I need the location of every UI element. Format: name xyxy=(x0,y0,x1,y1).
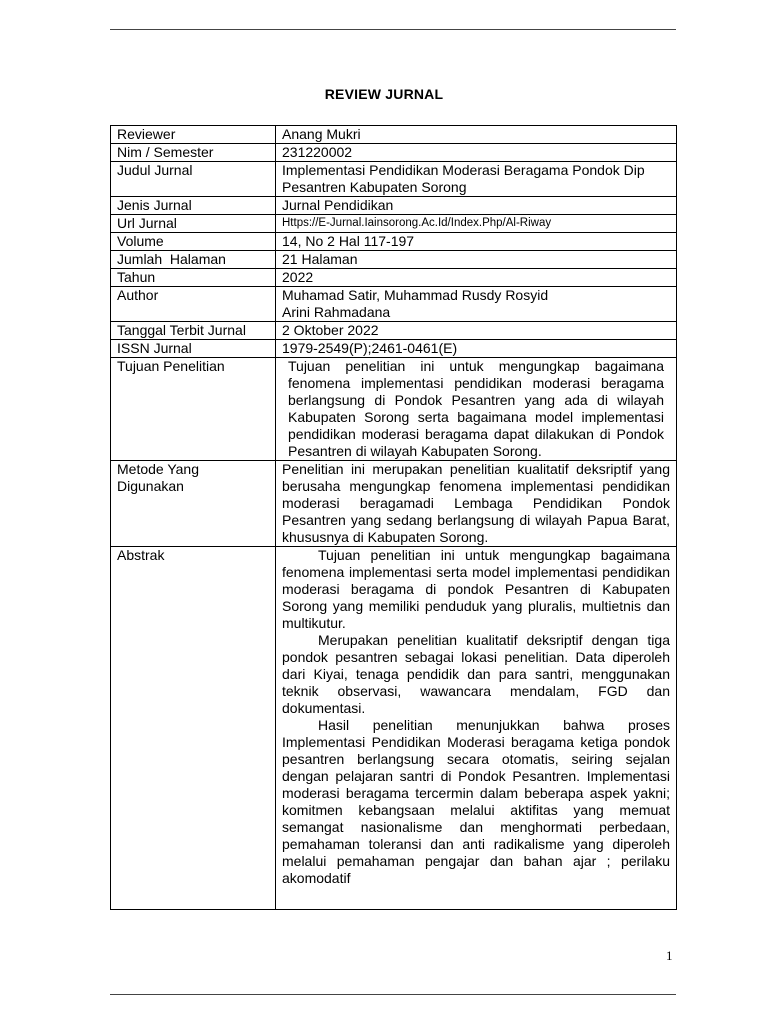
row-metode xyxy=(111,461,677,547)
author-line-2: Arini Rahmadana xyxy=(282,304,391,320)
author-line-1: Muhamad Satir, Muhammad Rusdy Rosyid xyxy=(282,287,549,303)
row-url xyxy=(111,215,677,233)
row-author xyxy=(111,287,677,322)
abstrak-paragraph-3: Hasil penelitian menunjukkan bahwa proses Implementasi Pendidikan Moderasi beragama ketiga pondok pesantren berlangsung secara otomatis, seiring sejalan dengan pelajaran santri di Pondok Pesantren. Implementasi moderasi beragama tercermin dalam beberapa aspek yakni; komitmen kebangsaan melalui aktifitas yang memuat semangat nasionalisme dan menghormati perbedaan, pemahaman toleransi dan anti radikalisme yang diperoleh melalui pemahaman pengajar dan bahan ajar ; perilaku akomodatif xyxy=(282,717,670,886)
review-table xyxy=(110,125,677,910)
label-nim: Nim / Semester xyxy=(111,144,276,162)
value-issn: 1979-2549(P);2461-0461(E) xyxy=(276,340,677,358)
abstrak-paragraph-2: Merupakan penelitian kualitatif deksriptif dengan tiga pondok pesantren sebagai lokasi penelitian. Data diperoleh dari Kiyai, tenaga pendidik dan para santri, menggunakan teknik observasi, wawancara mendalam, FGD dan dokumentasi. xyxy=(282,632,670,716)
value-halaman: 21 Halaman xyxy=(276,251,677,269)
row-tujuan xyxy=(111,358,677,461)
metode-label-line-1: Metode Yang xyxy=(117,461,199,477)
row-tahun xyxy=(111,269,677,287)
label-jenis: Jenis Jurnal xyxy=(111,197,276,215)
row-reviewer xyxy=(111,126,677,144)
metode-text: Penelitian ini merupakan penelitian kualitatif deksriptif yang berusaha mengungkap fenomena implementasi pendidikan moderasi beragamadi Lembaga Pendidikan Pondok Pesantren yang sedang berlangsung di wilayah Papua Barat, khususnya di Kabupaten Sorong. xyxy=(282,461,670,545)
value-tujuan xyxy=(276,358,677,461)
row-judul xyxy=(111,162,677,197)
value-tahun: 2022 xyxy=(276,269,677,287)
label-tahun: Tahun xyxy=(111,269,276,287)
value-reviewer: Anang Mukri xyxy=(276,126,677,144)
value-volume: 14, No 2 Hal 117-197 xyxy=(276,233,677,251)
footer-rule xyxy=(110,994,676,995)
value-jenis: Jurnal Pendidikan xyxy=(276,197,677,215)
row-terbit xyxy=(111,322,677,340)
label-abstrak: Abstrak xyxy=(111,547,276,910)
row-issn xyxy=(111,340,677,358)
value-author xyxy=(276,287,677,322)
tujuan-text: Tujuan penelitian ini untuk mengungkap bagaimana fenomena implementasi pendidikan moderasi beragama berlangsung di Pondok Pesantren yang ada di wilayah Kabupaten Sorong serta bagaimana model implementasi pendidikan moderasi beragama dapat dilakukan di Pondok Pesantren di wilayah Kabupaten Sorong. xyxy=(288,358,664,459)
label-halaman: Jumlah Halaman xyxy=(111,251,276,269)
metode-label-line-2: Digunakan xyxy=(117,478,184,494)
label-issn: ISSN Jurnal xyxy=(111,340,276,358)
value-metode xyxy=(276,461,677,547)
label-terbit: Tanggal Terbit Jurnal xyxy=(111,322,276,340)
page-title: REVIEW JURNAL xyxy=(324,86,444,102)
label-judul: Judul Jurnal xyxy=(111,162,276,197)
label-author: Author xyxy=(111,287,276,322)
row-volume xyxy=(111,233,677,251)
label-url: Url Jurnal xyxy=(111,215,276,233)
row-jenis xyxy=(111,197,677,215)
header-rule xyxy=(110,29,676,30)
label-volume: Volume xyxy=(111,233,276,251)
value-abstrak xyxy=(276,547,677,910)
value-nim: 231220002 xyxy=(276,144,677,162)
row-abstrak xyxy=(111,547,677,910)
label-tujuan: Tujuan Penelitian xyxy=(111,358,276,461)
value-url[interactable]: Https://E-Jurnal.Iainsorong.Ac.Id/Index.Php/Al-Riway xyxy=(276,215,677,233)
abstrak-body xyxy=(282,547,670,909)
row-nim xyxy=(111,144,677,162)
value-terbit: 2 Oktober 2022 xyxy=(276,322,677,340)
label-metode xyxy=(111,461,276,547)
row-halaman xyxy=(111,251,677,269)
abstrak-paragraph-1: Tujuan penelitian ini untuk mengungkap bagaimana fenomena implementasi serta model implementasi pendidikan moderasi beragama di pondok Pesantren di Kabupaten Sorong yang memiliki penduduk yang pluralis, multietnis dan multikutur. xyxy=(282,547,670,631)
page-number: 1 xyxy=(666,948,673,963)
value-judul: Implementasi Pendidikan Moderasi Beragama Pondok Dip Pesantren Kabupaten Sorong xyxy=(276,162,677,197)
label-reviewer: Reviewer xyxy=(111,126,276,144)
